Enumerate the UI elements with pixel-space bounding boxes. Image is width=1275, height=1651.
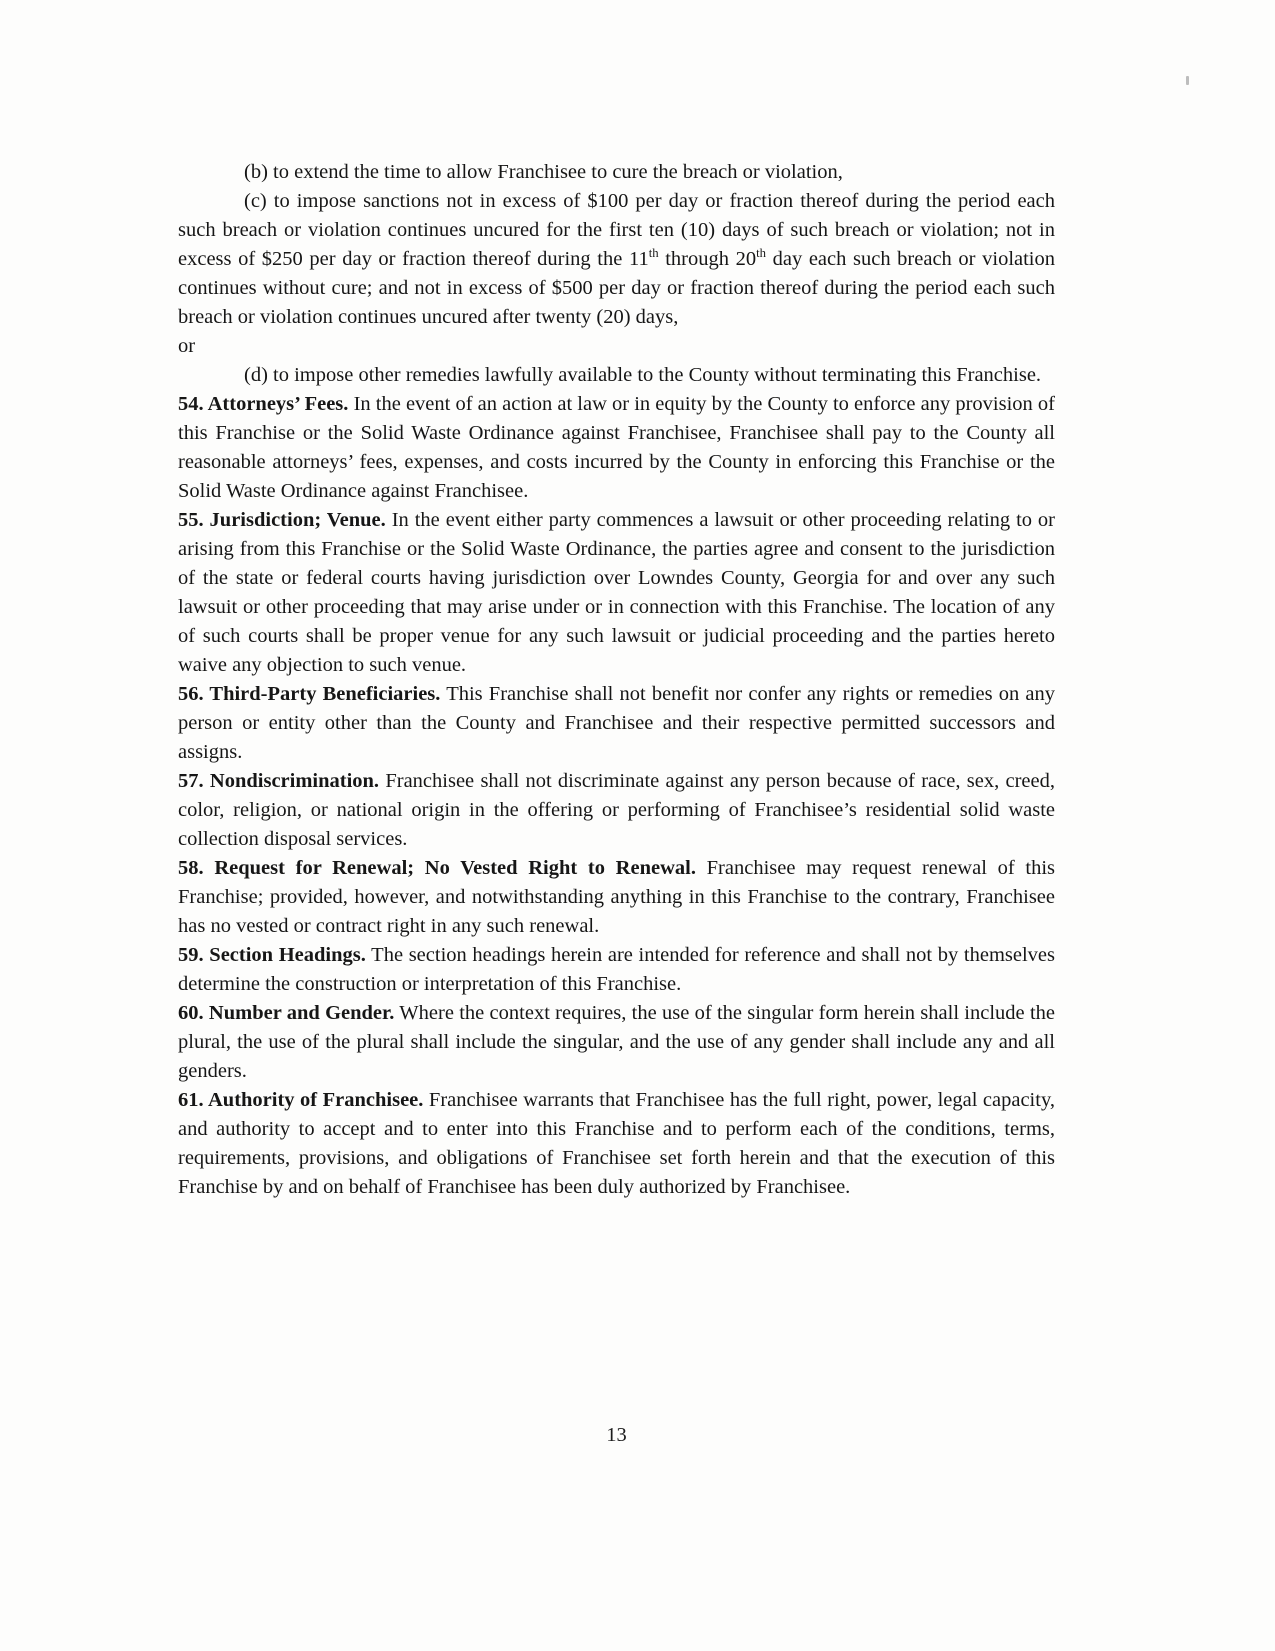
section-heading-58: 58. Request for Renewal; No Vested Right to Renewal.	[178, 857, 696, 879]
clause-d: (d) to impose other remedies lawfully available to the County without terminating this Franchise.	[244, 364, 1042, 386]
section-body-54: In the event of an action at law or in equity by the County to enforce any provision of this Franchise or the Solid Waste Ordinance against Franchisee, Franchisee shall pay to the County all reasonable attorneys’ fees, expenses, and costs incurred by the County in enforcing this Franchise or the Solid Waste Ordinance against Franchisee.	[178, 393, 1056, 502]
section-paragraph-59	[178, 941, 1055, 999]
clause-c-or: or	[178, 335, 196, 357]
section-heading-55: 55. Jurisdiction; Venue.	[178, 509, 386, 531]
section-paragraph-54	[178, 390, 1055, 506]
clause-c-text-3: day each such breach or violation continues without cure; and not in excess of $500 per day or fraction thereof during the period each such breach or violation continues uncured after twenty (20) days,	[178, 248, 1056, 328]
section-body-61: Franchisee warrants that Franchisee has the full right, power, legal capacity, and authority to accept and to enter into this Franchise and to perform each of the conditions, terms, requirements, provisions, and obligations of Franchisee set forth herein and that the execution of this Franchise by and on behalf of Franchisee has been duly authorized by Franchisee.	[178, 1089, 1055, 1198]
page-number: 13	[606, 1424, 627, 1446]
ordinal-suffix-20th: th	[756, 246, 766, 261]
section-body-59: The section headings herein are intended for reference and shall not by themselves determine the construction or interpretation of this Franchise.	[178, 944, 1055, 995]
section-heading-61: 61. Authority of Franchisee.	[178, 1089, 424, 1111]
section-body-60: Where the context requires, the use of the singular form herein shall include the plural, the use of the plural shall include the singular, and the use of any gender shall include any and all genders.	[178, 1002, 1055, 1082]
section-body-57: Franchisee shall not discriminate against any person because of race, sex, creed, color, religion, or national origin in the offering or performing of Franchisee’s residential solid waste collection disposal services.	[178, 770, 1055, 850]
section-heading-57: 57. Nondiscrimination.	[178, 770, 380, 792]
clause-b: (b) to extend the time to allow Franchisee to cure the breach or violation,	[244, 161, 843, 183]
section-body-55: In the event either party commences a lawsuit or other proceeding relating to or arising from this Franchise or the Solid Waste Ordinance, the parties agree and consent to the jurisdiction of the state or federal courts having jurisdiction over Lowndes County, Georgia for and over any such lawsuit or other proceeding that may arise under or in connection with this Franchise. The location of any of such courts shall be proper venue for any such lawsuit or judicial proceeding and the parties hereto waive any objection to such venue.	[178, 509, 1056, 676]
ordinal-suffix-11th: th	[648, 246, 659, 261]
section-paragraph-61	[178, 1086, 1055, 1202]
section-heading-56: 56. Third-Party Beneficiaries.	[178, 683, 441, 705]
document-body	[178, 158, 1055, 1202]
clause-c	[178, 187, 1055, 332]
clause-c-text-1: (c) to impose sanctions not in excess of $100 per day or fraction thereof during the period each such breach or violation continues uncured for the first ten (10) days of such breach or violation; not in excess of $250 per day or fraction thereof during the 11	[178, 190, 1055, 270]
section-paragraph-57	[178, 767, 1055, 854]
section-heading-59: 59. Section Headings.	[178, 944, 366, 966]
clause-c-text-2: through 20	[658, 248, 757, 270]
section-paragraph-55	[178, 506, 1055, 680]
section-body-58: Franchisee may request renewal of this Franchise; provided, however, and notwithstanding anything in this Franchise to the contrary, Franchisee has no vested or contract right in any such renewal.	[178, 857, 1056, 937]
section-heading-60: 60. Number and Gender.	[178, 1002, 395, 1024]
section-paragraph-58	[178, 854, 1055, 941]
scan-artifact-mark	[1186, 76, 1189, 85]
section-paragraph-56	[178, 680, 1055, 767]
section-heading-54: 54. Attorneys’ Fees.	[178, 393, 349, 415]
section-paragraph-60	[178, 999, 1055, 1086]
section-body-56: This Franchise shall not benefit nor confer any rights or remedies on any person or entity other than the County and Franchisee and their respective permitted successors and assigns.	[178, 683, 1055, 763]
